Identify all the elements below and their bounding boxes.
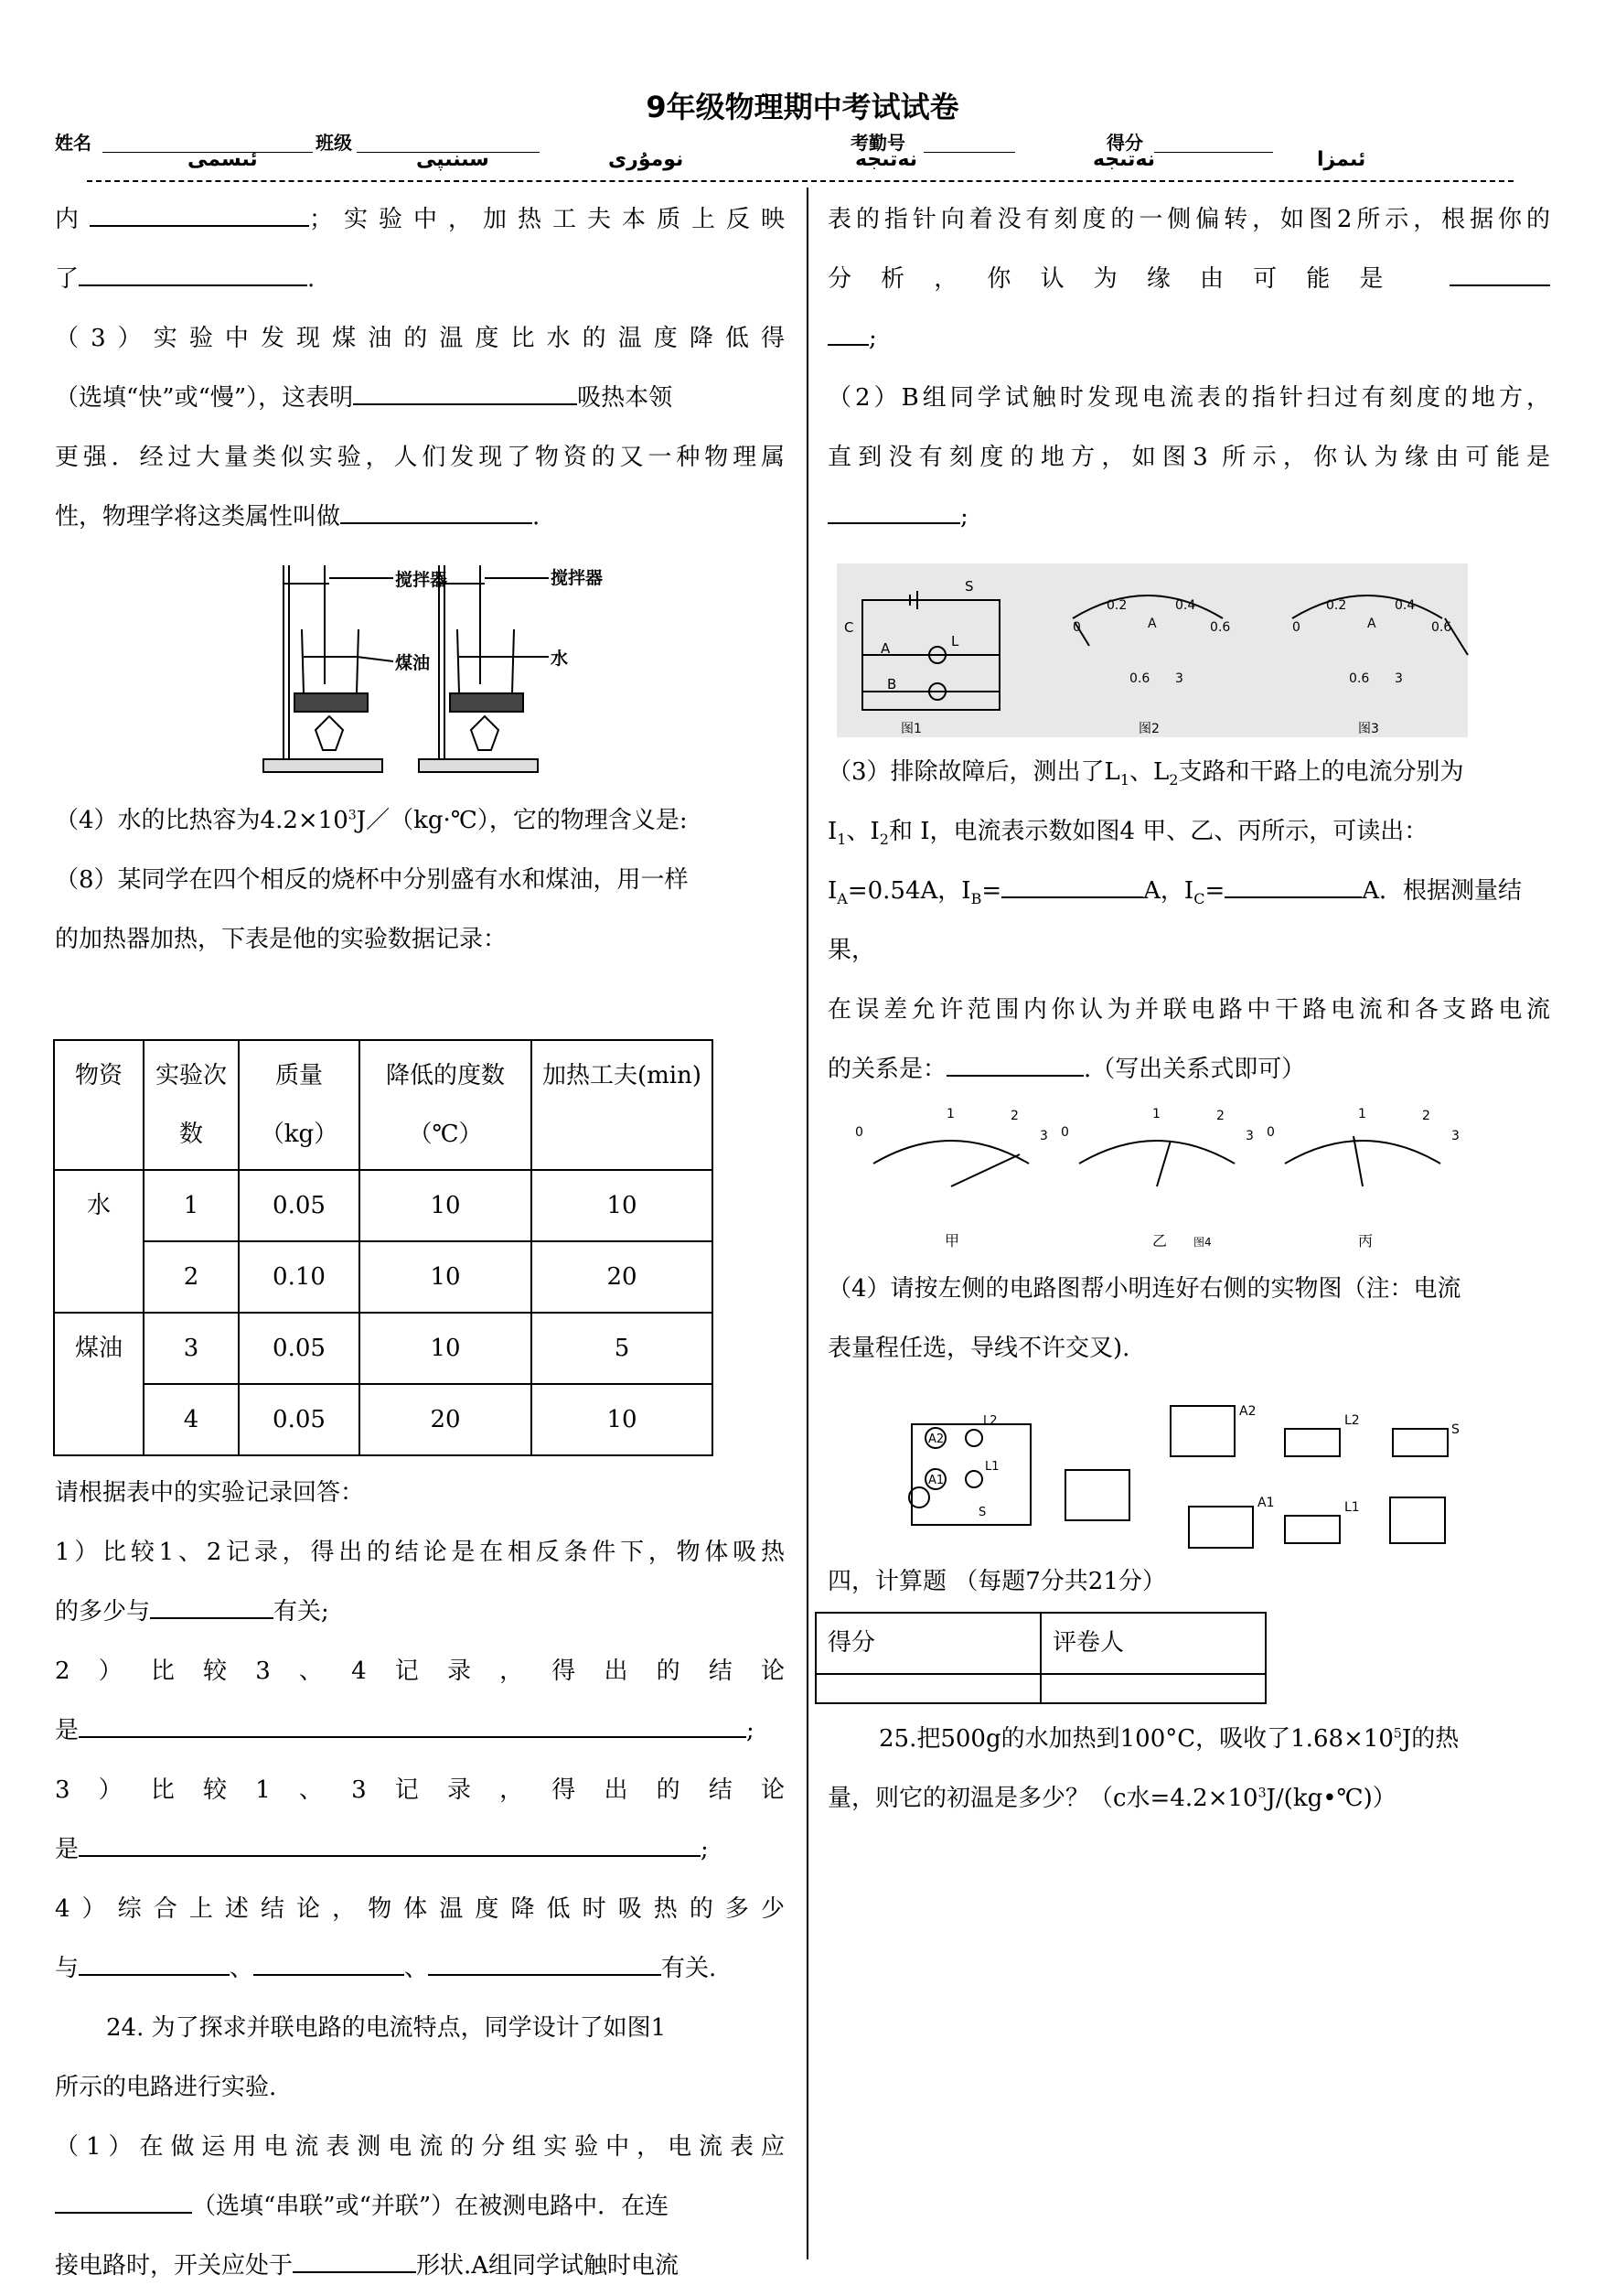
terminal-label: 0.6 (1129, 671, 1150, 686)
scale-label: 0.6 (1431, 620, 1452, 635)
exam-no-blank[interactable] (924, 152, 1015, 153)
answer-blank[interactable] (828, 500, 960, 524)
header-cell: 加热工夫(min) (531, 1040, 712, 1170)
table-cell: 20 (531, 1241, 712, 1313)
table-row (54, 1313, 712, 1384)
a1-line2: 的多少与 有关; (55, 1583, 785, 1642)
table-cell: 10 (359, 1241, 531, 1313)
a3-line2: 是 ; (55, 1820, 785, 1880)
table-cell: 0.05 (239, 1313, 359, 1384)
r-line12: （4）请按左侧的电路图帮小明连好右侧的实物图（注：电流 (828, 1275, 1461, 1303)
stirrer-label-1: 搅拌器 (395, 570, 448, 590)
r-line8: $I_1$、$I_2$和 I，电流表示数如图4 甲、乙、丙所示，可读出： (828, 818, 1428, 849)
q3-line1: （3）实验中发现煤油的温度比水的温度降低得 (55, 325, 785, 352)
answer-blank[interactable] (55, 2190, 192, 2214)
terminal-label: 0.6 (1349, 671, 1370, 686)
q24-line3: （1）在做运用电流表测电流的分组实验中，电流表应 (55, 2133, 785, 2161)
heating-apparatus-figure (55, 547, 785, 780)
scale-label: 2 (1216, 1109, 1225, 1123)
ug-score2-label: نەتىجە (1093, 148, 1156, 171)
table-cell: 5 (531, 1313, 712, 1384)
point-b-label: B (887, 676, 897, 692)
point-c-label: C (844, 619, 854, 636)
q24-line1: 24. 为了探求并联电路的电流特点，同学设计了如图1 (106, 2014, 667, 2042)
ug-no-label: نومۇرى (608, 148, 684, 171)
a4-line2: 与 、 、 有关. (55, 1939, 785, 1999)
r-line13: 表量程任选，导线不许交叉). (828, 1335, 1130, 1362)
answer-blank[interactable] (1001, 874, 1143, 898)
terminal-label: 3 (1175, 671, 1183, 686)
q8-line2: 的加热器加热，下表是他的实验数据记录： (55, 926, 508, 953)
score-header: 得分 (816, 1613, 1041, 1674)
page-title: 9年级物理期中考试试卷 (646, 90, 959, 124)
q3-line3: 更强．经过大量类似实验，人们发现了物资的又一种物理属 (55, 444, 785, 471)
r-line3: ; (828, 309, 1550, 369)
substance-cell: 水 (54, 1170, 144, 1313)
right-column (828, 190, 1550, 1829)
real-l2-label: L2 (1344, 1413, 1360, 1428)
table-cell: 10 (359, 1313, 531, 1384)
r-line9: $I_A=0.54A$，$I_B= A$，$I_C= A$．根据测量结果， (828, 862, 1550, 981)
q8-line1: （8）某同学在四个相反的烧杯中分别盛有水和煤油，用一样 (55, 866, 689, 894)
r-line2: 分析，你认为缘由可能是 (828, 250, 1550, 309)
q24-line2: 所示的电路进行实验. (55, 2074, 277, 2101)
r-line7: （3）排除故障后，测出了$L_1$、$L_2$支路和干路上的电流分别为 (828, 758, 1464, 789)
real-a1-label: A1 (1257, 1496, 1275, 1510)
scale-label: 2 (1422, 1109, 1430, 1123)
ug-sign-label: ئىمزا (1317, 148, 1366, 171)
q25-line2: 量，则它的初温是多少？（c水$=4.2\times 10^3J/(kg•℃)$） (828, 1785, 1396, 1812)
answer-blank[interactable] (428, 1952, 661, 1976)
table-row (54, 1384, 712, 1455)
ug-name-label: ئىسمى (187, 148, 258, 171)
score-label: 得分 (1107, 132, 1143, 154)
table-cell: 10 (531, 1170, 712, 1241)
answer-blank[interactable] (79, 263, 307, 286)
table-cell: 10 (531, 1384, 712, 1455)
ammeter-a2-label: A2 (928, 1432, 945, 1446)
answer-blank[interactable] (353, 381, 577, 405)
scale-label: 0 (855, 1125, 863, 1140)
table-row (54, 1241, 712, 1313)
switch-label: S (965, 578, 974, 595)
r-line5: 直到没有刻度的地方，如图3 所示，你认为缘由可能是 (828, 444, 1550, 471)
table-row (816, 1613, 1266, 1674)
scale-label: 0.4 (1175, 598, 1196, 613)
column-divider (807, 188, 808, 2259)
circuit-and-meters-figure (828, 554, 1550, 737)
exam-no-label: 考勤号 (851, 132, 905, 154)
answer-blank[interactable] (79, 1714, 746, 1738)
r-line4: （2）B组同学试触时发现电流表的指针扫过有刻度的地方， (828, 384, 1550, 412)
table-cell: 0.05 (239, 1384, 359, 1455)
table-header-row (54, 1040, 712, 1170)
answer-blank[interactable] (90, 203, 309, 227)
answer-blank[interactable] (79, 1952, 230, 1976)
answer-blank[interactable] (828, 322, 869, 346)
fig1-caption: 图1 (901, 722, 922, 736)
fig2-caption: 图2 (1139, 722, 1160, 736)
table-row (54, 1170, 712, 1241)
scale-label: 0.4 (1395, 598, 1416, 613)
switch-s-label: S (979, 1506, 987, 1519)
scale-label: 0 (1061, 1125, 1069, 1140)
q24-line4: （选填“串联”或“并联”）在被测电路中．在连 (55, 2177, 785, 2237)
score-input-cell[interactable] (816, 1674, 1041, 1703)
answer-blank[interactable] (79, 1833, 701, 1857)
scale-label: 2 (1011, 1109, 1019, 1123)
scale-label: 3 (1040, 1129, 1048, 1143)
scale-label: 3 (1246, 1129, 1254, 1143)
scale-label: 0 (1073, 620, 1081, 635)
scale-label: 1 (1358, 1107, 1366, 1121)
answer-intro: 请根据表中的实验记录回答： (55, 1479, 365, 1507)
answer-blank[interactable] (340, 500, 532, 524)
stirrer-label-2: 搅拌器 (551, 568, 604, 588)
class-label: 班级 (316, 132, 352, 154)
experiment-data-table (53, 1039, 713, 1456)
scale-label: 1 (947, 1107, 955, 1121)
q3-line2: （选填“快”或“慢”），这表明 吸热本领 (55, 369, 785, 428)
scale-label: 0.2 (1107, 598, 1128, 613)
table-cell: 4 (144, 1384, 239, 1455)
scale-label: 1 (1152, 1107, 1161, 1121)
real-a2-label: A2 (1239, 1404, 1257, 1419)
answer-blank[interactable] (253, 1952, 404, 1976)
lamp-label: L (951, 633, 959, 649)
figure-4-drawing (828, 1100, 1550, 1260)
table-cell: 20 (359, 1384, 531, 1455)
r-line10: 在误差允许范围内你认为并联电路中干路电流和各支路电流 (828, 996, 1550, 1024)
kerosene-label: 煤油 (395, 653, 431, 673)
scale-label: 0.2 (1326, 598, 1347, 613)
meter-yi-label: 乙 (1152, 1232, 1168, 1250)
header-cell: 降低的度数 （℃） (359, 1040, 531, 1170)
wiring-drawing (828, 1379, 1550, 1552)
table-cell: 0.10 (239, 1241, 359, 1313)
figure-4-meters (828, 1100, 1550, 1260)
wiring-figure (828, 1379, 1550, 1552)
r-line1: 表的指针向着没有刻度的一侧偏转，如图2所示，根据你的 (828, 206, 1550, 233)
answer-blank[interactable] (947, 1053, 1084, 1077)
q24-line5: 接电路时，开关应处于 形状.A组同学试触时电流 (55, 2237, 785, 2296)
lamp-l1-label: L1 (985, 1460, 1000, 1474)
table-cell: 3 (144, 1313, 239, 1384)
figure-1-2-3 (828, 554, 1550, 737)
a3-line1: 3）比较1、3记录，得出的结论 (55, 1776, 785, 1804)
fig4-caption: 图4 (1193, 1236, 1212, 1249)
section-4-heading: 四，计算题 （每题7分共21分） (828, 1568, 1166, 1595)
substance-cell: 煤油 (54, 1313, 144, 1455)
grader-header: 评卷人 (1041, 1613, 1266, 1674)
ug-score-label: نەتىجە (855, 148, 918, 171)
header-cell: 物资 (54, 1040, 144, 1170)
table-cell: 2 (144, 1241, 239, 1313)
score-table (815, 1612, 1267, 1704)
scale-label: A (1367, 617, 1376, 631)
meter-jia-label: 甲 (945, 1232, 960, 1250)
fig3-caption: 图3 (1358, 722, 1379, 736)
answer-blank[interactable] (293, 2249, 416, 2273)
table-cell: 1 (144, 1170, 239, 1241)
scale-label: 0 (1292, 620, 1300, 635)
r-line6: ; (828, 488, 1550, 547)
meter-bing-label: 丙 (1358, 1232, 1374, 1250)
name-label: 姓名 (55, 132, 91, 154)
a2-line1: 2）比较3、4记录，得出的结论 (55, 1658, 785, 1685)
scale-label: 0.6 (1210, 620, 1231, 635)
text-line: 了 . (55, 250, 785, 309)
grader-input-cell[interactable] (1041, 1674, 1266, 1703)
left-column (55, 190, 785, 2296)
text-line: 内 ；实验中，加热工夫本质上反映 (55, 190, 785, 250)
q3-line4: 性，物理学将这类属性叫做 . (55, 488, 785, 547)
table-cell: 0.05 (239, 1170, 359, 1241)
real-l1-label: L1 (1344, 1500, 1360, 1515)
answer-blank[interactable] (150, 1595, 273, 1619)
terminal-label: 3 (1395, 671, 1403, 686)
header-cell: 质量（kg） (239, 1040, 359, 1170)
lamp-l2-label: L2 (983, 1414, 998, 1428)
header-cell: 实验次 数 (144, 1040, 239, 1170)
a2-line2: 是 ; (55, 1701, 785, 1761)
table-cell: 10 (359, 1170, 531, 1241)
scale-label: A (1148, 617, 1157, 631)
a1-line1: 1）比较1、2记录，得出的结论是在相反条件下，物体吸热 (55, 1539, 785, 1566)
table-row (816, 1674, 1266, 1703)
answer-blank[interactable] (1450, 263, 1550, 286)
header-dashed-separator (87, 180, 1514, 182)
answer-blank[interactable] (1225, 874, 1362, 898)
point-a-label: A (881, 640, 891, 657)
scale-label: 3 (1451, 1129, 1460, 1143)
water-label: 水 (551, 649, 569, 669)
scale-label: 0 (1267, 1125, 1275, 1140)
r-line11: 的关系是： .（写出关系式即可） (828, 1040, 1550, 1100)
ug-class-label: سىنىپى (416, 148, 489, 171)
score-blank[interactable] (1154, 152, 1273, 153)
real-s-label: S (1451, 1422, 1460, 1437)
a4-line1: 4）综合上述结论，物体温度降低时吸热的多少 (55, 1895, 785, 1923)
ammeter-a1-label: A1 (928, 1474, 945, 1487)
q4-line: （4）水的比热容为$4.2\times 10^3J/(kg\cdot℃)$，它的物理含义是: (55, 807, 688, 834)
apparatus-drawing (55, 547, 785, 780)
q25-line1: 25.把500g的水加热到100°C，吸收了$1.68\times 10^5J$的热 (879, 1725, 1460, 1753)
